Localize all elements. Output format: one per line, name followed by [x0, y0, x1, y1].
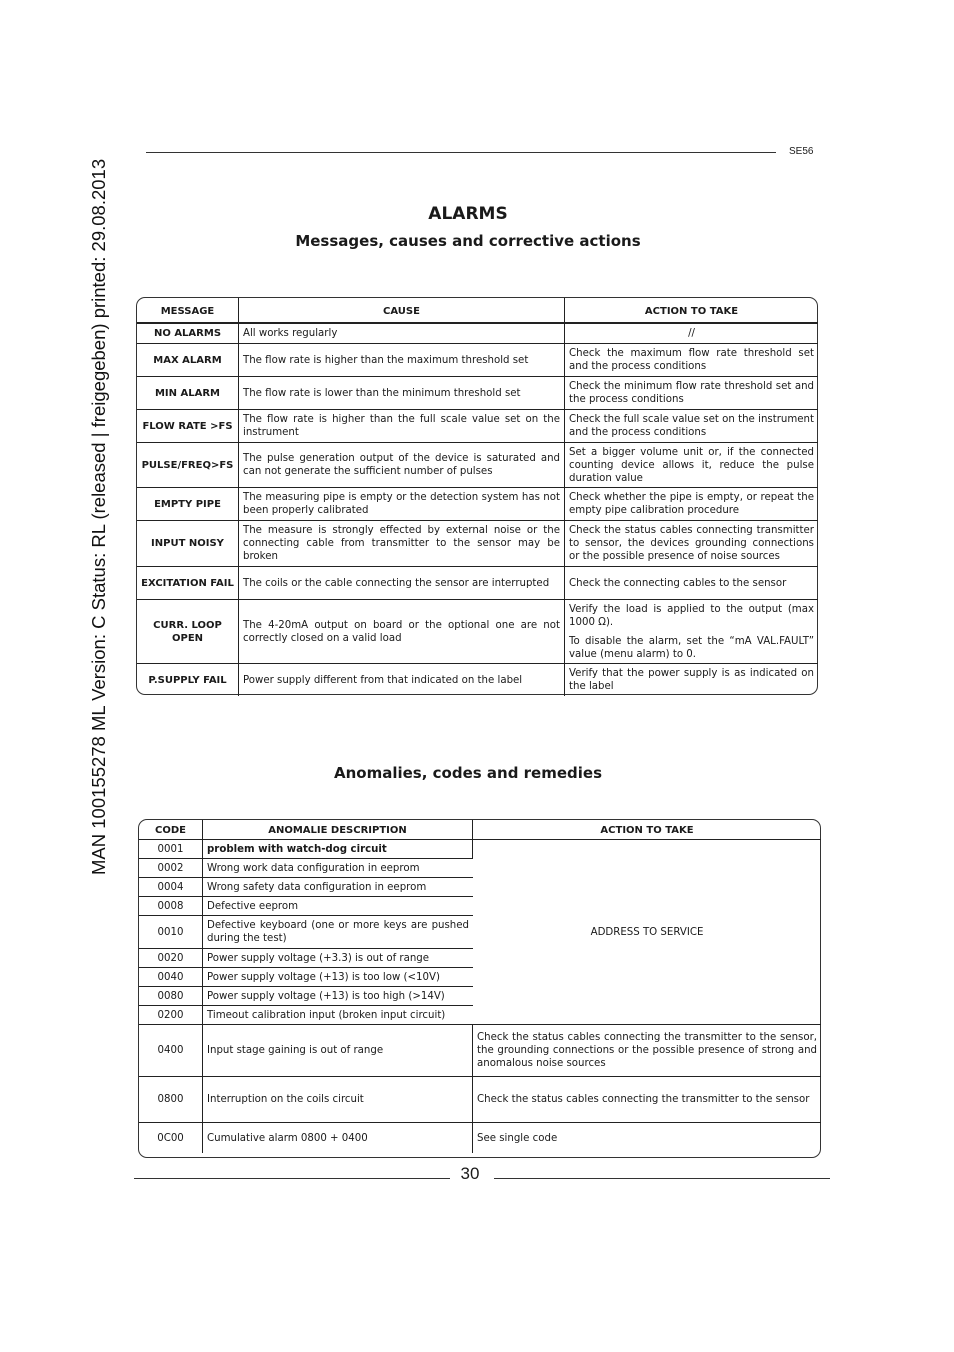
anomaly-description: Wrong work data configuration in eeprom: [203, 859, 473, 878]
anomaly-code: 0400: [139, 1025, 203, 1077]
anomaly-group-action: ADDRESS TO SERVICE: [473, 840, 821, 1025]
header-rule: [146, 152, 776, 153]
anomaly-description: Defective eeprom: [203, 897, 473, 916]
alarm-action: Check whether the pipe is empty, or repeat the empty pipe calibration procedure: [565, 488, 818, 521]
alarm-message: EXCITATION FAIL: [137, 567, 239, 600]
anomaly-description: Power supply voltage (+3.3) is out of range: [203, 949, 473, 968]
section-subtitle-anomalies: Anomalies, codes and remedies: [333, 764, 603, 782]
table-row: [137, 443, 818, 488]
anomaly-description: Defective keyboard (one or more keys are pushed during the test): [203, 916, 473, 949]
alarm-message: INPUT NOISY: [137, 521, 239, 567]
anomaly-code: 0200: [139, 1006, 203, 1025]
anomaly-code: 0080: [139, 987, 203, 1006]
alarm-message: FLOW RATE >FS: [137, 410, 239, 443]
alarm-action: Check the full scale value set on the instrument and the process conditions: [565, 410, 818, 443]
anomaly-code: 0C00: [139, 1123, 203, 1153]
alarm-message: PULSE/FREQ>FS: [137, 443, 239, 488]
anomaly-code: 0002: [139, 859, 203, 878]
table-row: [137, 488, 818, 521]
document-code: SE56: [789, 146, 814, 157]
alarm-action-line-2: To disable the alarm, set the “mA VAL.FAULT” value (menu alarm) to 0.: [569, 635, 814, 660]
table-header-row: [139, 820, 821, 840]
header-code: CODE: [139, 820, 203, 840]
anomaly-description: Cumulative alarm 0800 + 0400: [203, 1123, 473, 1153]
table-row: [137, 664, 818, 696]
alarm-cause: The flow rate is lower than the minimum threshold set: [239, 377, 565, 410]
anomaly-code: 0040: [139, 968, 203, 987]
page-title: ALARMS: [428, 204, 508, 224]
table-row: [137, 324, 818, 344]
anomaly-description: Timeout calibration input (broken input circuit): [203, 1006, 473, 1025]
anomaly-action: See single code: [477, 1132, 558, 1144]
alarm-action: Check the minimum flow rate threshold set and the process conditions: [565, 377, 818, 410]
anomaly-description: problem with watch-dog circuit: [203, 840, 473, 859]
table-row: [137, 600, 818, 664]
table-row: [137, 521, 818, 567]
footer-rule-left: [134, 1178, 450, 1179]
table-row: [139, 1025, 821, 1077]
alarm-cause: The pulse generation output of the device is saturated and can not generate the sufficient number of pulses: [239, 443, 565, 488]
table-row: [139, 1077, 821, 1123]
alarm-action: //: [565, 324, 818, 344]
table-header-row: [137, 298, 818, 324]
header-cause: CAUSE: [239, 298, 565, 324]
document-status-stamp: MAN 100155278 ML Version: C Status: RL (released | freigegeben) printed: 29.08.2013: [88, 158, 109, 875]
table-row: [137, 567, 818, 600]
anomaly-code: 0010: [139, 916, 203, 949]
table-row: [137, 344, 818, 377]
anomalies-table: [139, 820, 821, 1153]
alarm-message: MIN ALARM: [137, 377, 239, 410]
header-action: ACTION TO TAKE: [473, 820, 821, 840]
alarm-cause: The coils or the cable connecting the sensor are interrupted: [239, 567, 565, 600]
anomaly-action: Check the status cables connecting the transmitter to the sensor: [473, 1077, 821, 1123]
section-subtitle-alarms: Messages, causes and corrective actions: [295, 232, 641, 250]
table-row: [139, 1123, 821, 1153]
alarm-message: MAX ALARM: [137, 344, 239, 377]
alarm-message: NO ALARMS: [137, 324, 239, 344]
anomaly-description: Interruption on the coils circuit: [203, 1077, 473, 1123]
alarm-action: Set a bigger volume unit or, if the connected counting device allows it, reduce the pulse duration value: [565, 443, 818, 488]
alarm-message: EMPTY PIPE: [137, 488, 239, 521]
alarm-cause: The measuring pipe is empty or the detection system has not been properly calibrated: [239, 488, 565, 521]
header-action: ACTION TO TAKE: [565, 298, 818, 324]
table-row: [137, 410, 818, 443]
anomaly-description: Wrong safety data configuration in eeprom: [203, 878, 473, 897]
anomaly-action: Check the status cables connecting the transmitter to the sensor, the grounding connections or the possible presence of strong and anomalous noise sources: [473, 1025, 821, 1077]
anomaly-code: 0020: [139, 949, 203, 968]
anomaly-code: 0008: [139, 897, 203, 916]
table-row: [137, 377, 818, 410]
footer-rule-right: [494, 1178, 830, 1179]
alarms-table: [137, 298, 818, 696]
anomaly-description: Power supply voltage (+13) is too low (<10V): [203, 968, 473, 987]
alarm-cause: The flow rate is higher than the maximum threshold set: [239, 344, 565, 377]
alarm-action: Check the connecting cables to the sensor: [565, 567, 818, 600]
alarm-message: P.SUPPLY FAIL: [137, 664, 239, 696]
anomaly-code: 0001: [139, 840, 203, 859]
alarm-action: Check the maximum flow rate threshold set and the process conditions: [565, 344, 818, 377]
alarm-action: Check the status cables connecting transmitter to sensor, the devices grounding connections or the possible presence of noise sources: [565, 521, 818, 567]
alarm-cause: The flow rate is higher than the full scale value set on the instrument: [239, 410, 565, 443]
header-message: MESSAGE: [137, 298, 239, 324]
alarm-cause: All works regularly: [239, 324, 565, 344]
alarm-cause: The measure is strongly effected by external noise or the connecting cable from transmitter to the sensor may be broken: [239, 521, 565, 567]
anomaly-description: Input stage gaining is out of range: [203, 1025, 473, 1077]
anomaly-code: 0800: [139, 1077, 203, 1123]
alarm-action-line-1: Verify the load is applied to the output (max 1000 Ω).: [569, 603, 814, 628]
alarm-cause: The 4-20mA output on board or the optional one are not correctly closed on a valid load: [239, 600, 565, 664]
alarm-cause: Power supply different from that indicated on the label: [239, 664, 565, 696]
anomaly-code: 0004: [139, 878, 203, 897]
alarm-action: Verify that the power supply is as indicated on the label: [569, 668, 814, 692]
alarm-message: CURR. LOOP OPEN: [137, 600, 239, 664]
page-number: 30: [460, 1164, 480, 1183]
alarm-action: [565, 600, 818, 664]
table-row: [139, 840, 821, 859]
anomaly-description: Power supply voltage (+13) is too high (>14V): [203, 987, 473, 1006]
header-description: ANOMALIE DESCRIPTION: [203, 820, 473, 840]
